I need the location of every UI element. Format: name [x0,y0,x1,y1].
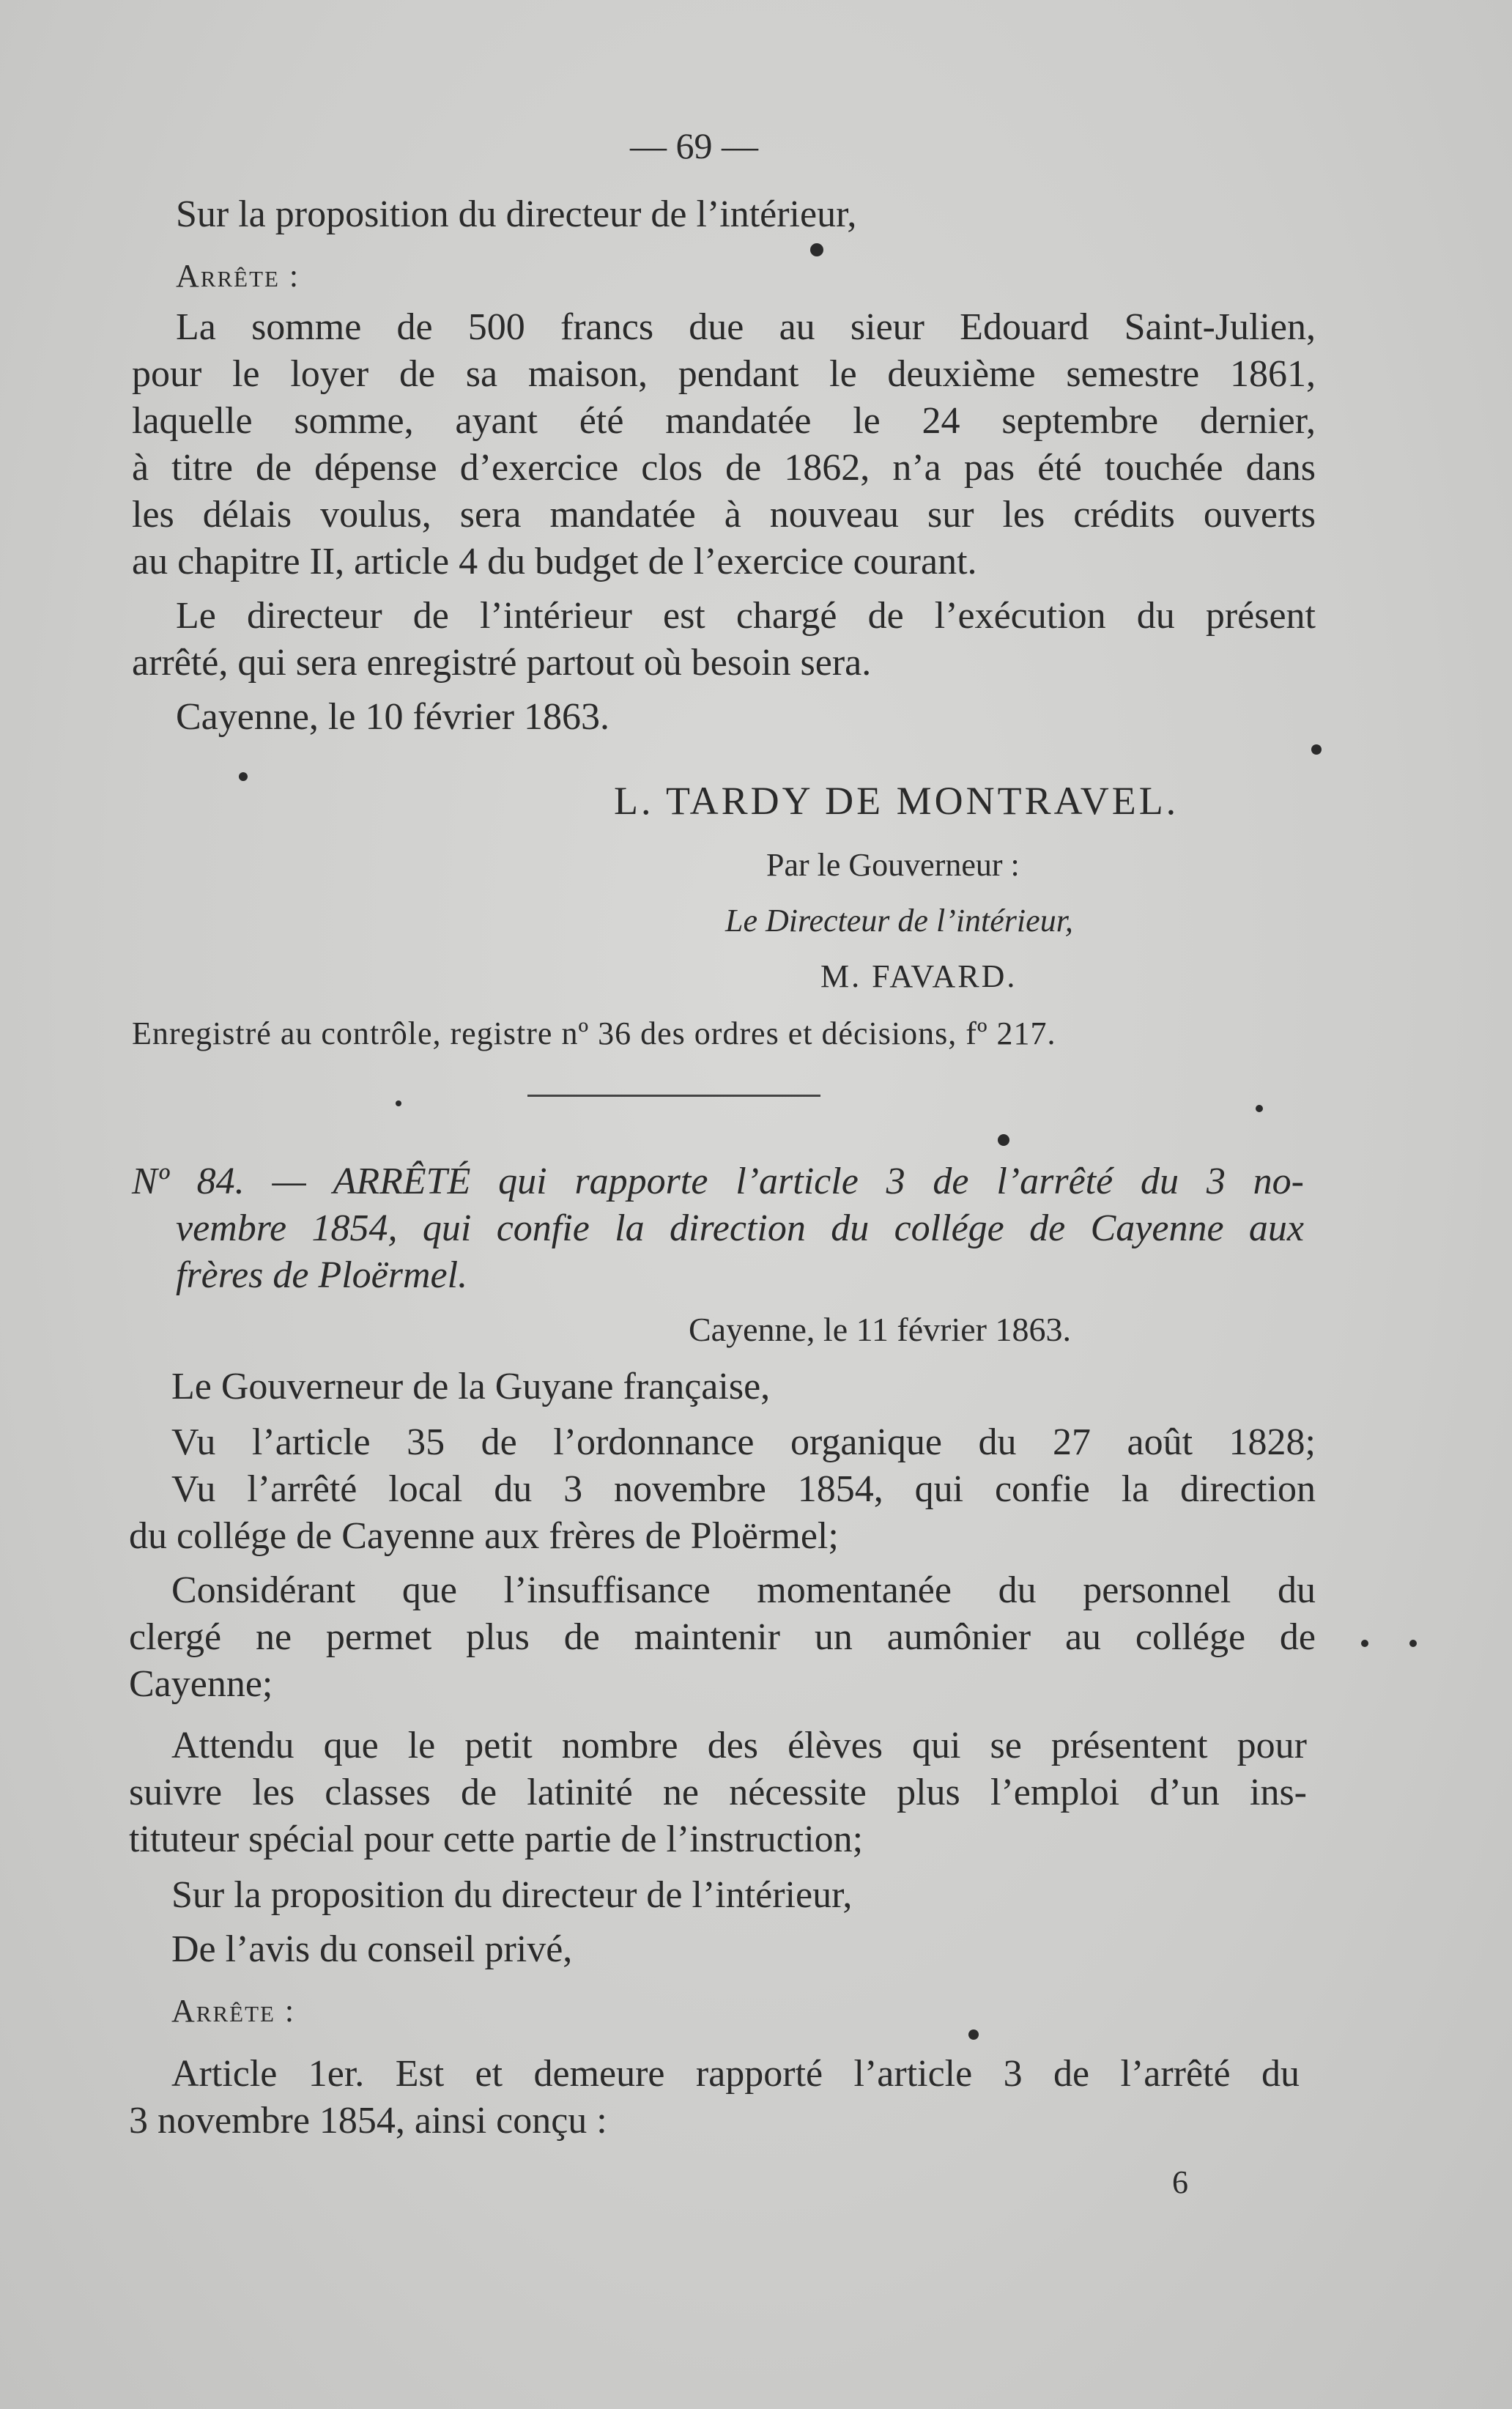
para1-line: pour le loyer de sa maison, pendant le deuxième semestre 1861, [132,353,1316,395]
vu-line: Vu l’arrêté local du 3 novembre 1854, qui confie la direction [171,1468,1316,1510]
ink-speck [396,1100,401,1106]
decree-heading: vembre 1854, qui confie la direction du collége de Cayenne aux [176,1207,1304,1249]
attendu-line: suivre les classes de latinité ne nécessite plus l’emploi d’un ins- [129,1772,1307,1813]
sur-proposition-line: Sur la proposition du directeur de l’intérieur, [171,1874,853,1916]
directeur-title: Le Directeur de l’intérieur, [725,903,1073,939]
favard-name: M. FAVARD. [820,958,1018,994]
date-line: Cayenne, le 10 février 1863. [176,696,610,738]
para1-line: les délais voulus, sera mandatée à nouveau sur les crédits ouverts [132,494,1316,536]
ink-speck [998,1134,1009,1146]
attendu-line: Attendu que le petit nombre des élèves qui se présentent pour [171,1725,1307,1766]
considerant-line: Considérant que l’insuffisance momentanée du personnel du [171,1569,1316,1611]
signature-mark: 6 [1172,2164,1188,2200]
considerant-line: clergé ne permet plus de maintenir un aumônier au collége de [129,1616,1316,1658]
considerant-line: Cayenne; [129,1663,273,1705]
signature-name: L. TARDY DE MONTRAVEL. [614,779,1179,823]
para1-line: à titre de dépense d’exercice clos de 1862, n’a pas été touchée dans [132,447,1316,489]
attendu-line: tituteur spécial pour cette partie de l’instruction; [129,1818,864,1860]
ink-speck [239,772,248,781]
ink-speck [810,243,823,256]
para1-line: laquelle somme, ayant été mandatée le 24 septembre dernier, [132,400,1316,442]
decree-heading: Nº 84. — ARRÊTÉ qui rapporte l’article 3 de l’arrêté du 3 no- [132,1161,1304,1202]
avis-line: De l’avis du conseil privé, [171,1928,573,1970]
para2-line: Le directeur de l’intérieur est chargé de l’exécution du présent [176,595,1316,637]
ink-speck [968,2029,979,2040]
article-line: Article 1er. Est et demeure rapporté l’article 3 de l’arrêté du [171,2053,1300,2095]
article-line: 3 novembre 1854, ainsi conçu : [129,2100,607,2142]
vu-line: Vu l’article 35 de l’ordonnance organique du 27 août 1828; [171,1421,1316,1463]
par-le-gouverneur: Par le Gouverneur : [766,847,1020,883]
gouverneur-line: Le Gouverneur de la Guyane française, [171,1366,771,1407]
decree-heading: frères de Ploërmel. [176,1254,468,1296]
decree-date: Cayenne, le 11 février 1863. [689,1311,1071,1348]
ink-speck [1361,1640,1368,1647]
section-divider [527,1095,820,1097]
para1-line: La somme de 500 francs due au sieur Edouard Saint-Julien, [176,306,1316,348]
ink-speck [1256,1105,1263,1112]
proposition-line: Sur la proposition du directeur de l’intérieur, [176,193,857,235]
page-number: — 69 — [630,125,758,166]
arrete-label: Arrête : [176,258,300,294]
arrete-label: Arrête : [171,1993,296,2029]
para2-line: arrêté, qui sera enregistré partout où besoin sera. [132,642,872,684]
ink-speck [1311,744,1322,755]
ink-speck [1409,1640,1417,1647]
enregistre-line: Enregistré au contrôle, registre nº 36 des ordres et décisions, fº 217. [132,1015,1056,1051]
vu-line: du collége de Cayenne aux frères de Ploërmel; [129,1515,839,1557]
para1-line: au chapitre II, article 4 du budget de l’exercice courant. [132,541,977,582]
